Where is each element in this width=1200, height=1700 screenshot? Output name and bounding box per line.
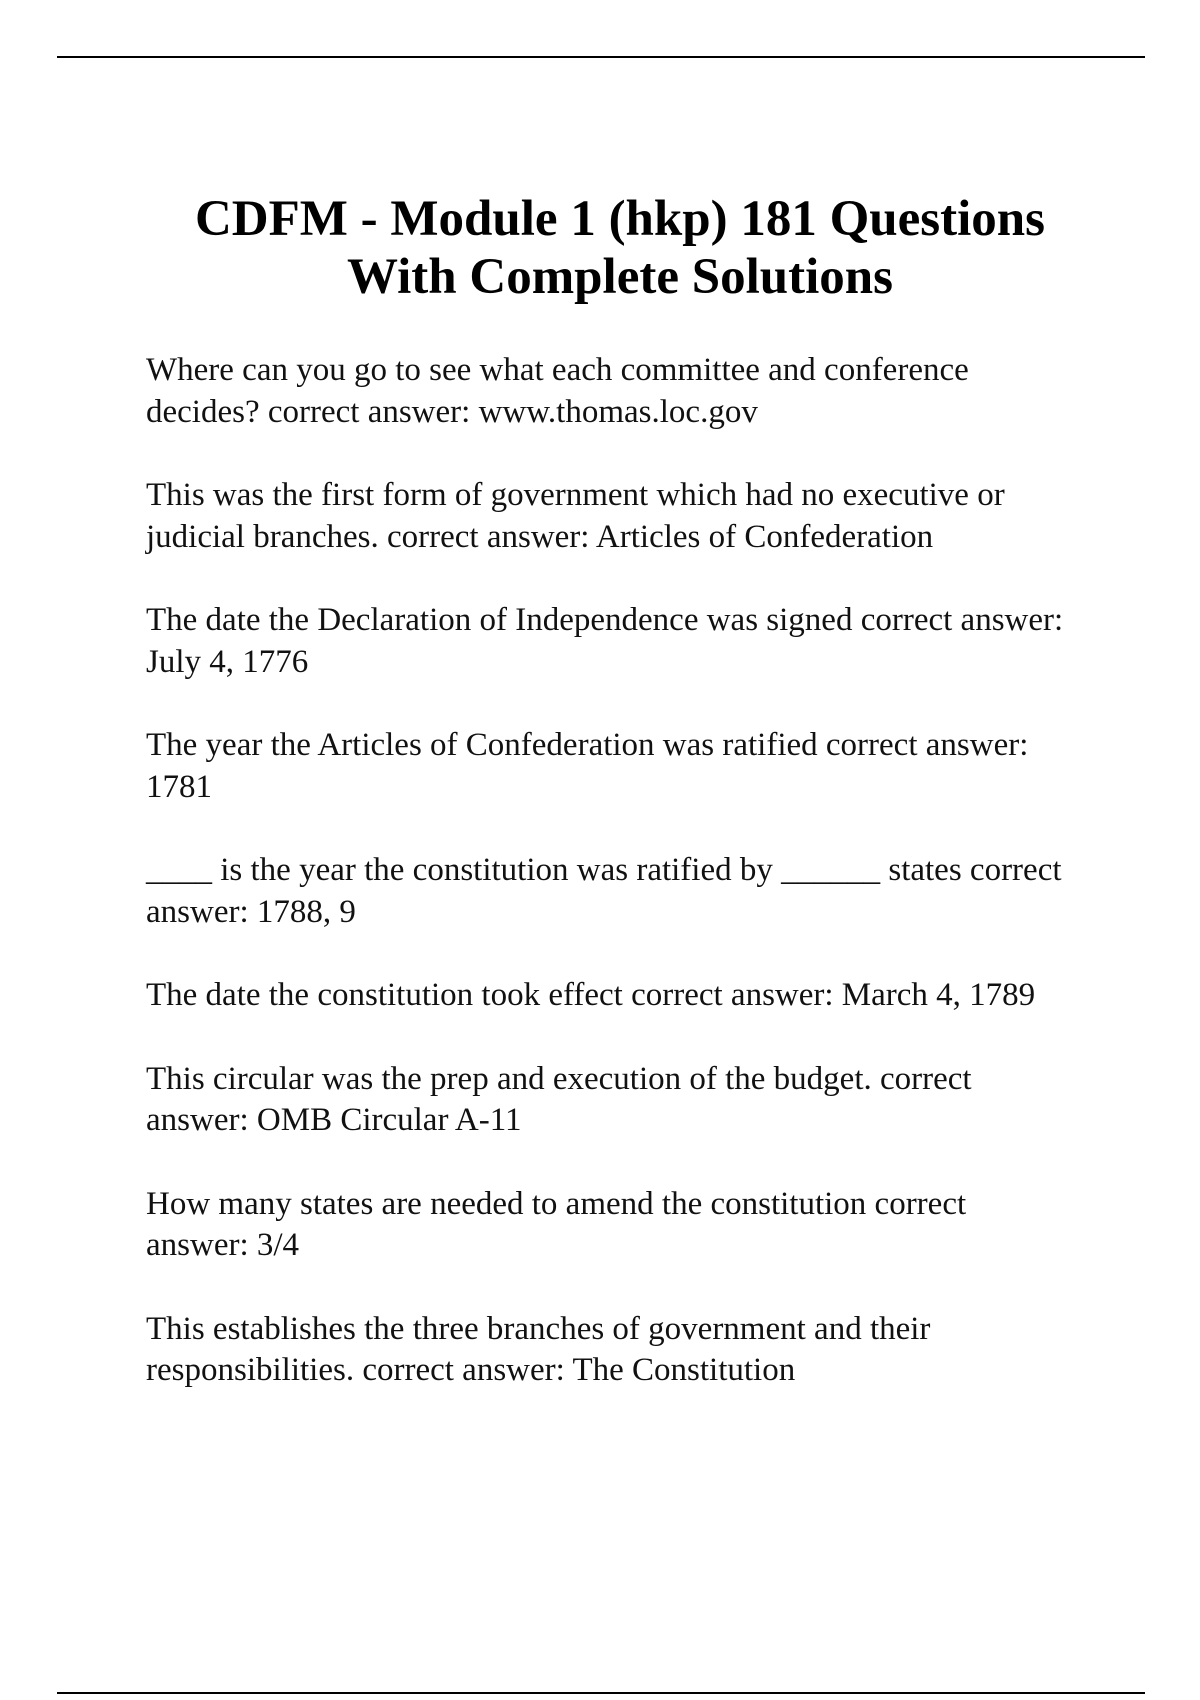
answer-label: correct answer:: [146, 1060, 972, 1138]
answer-text: OMB Circular A-11: [256, 1102, 522, 1138]
answer-label: correct answer:: [622, 977, 842, 1013]
answer-label: correct answer:: [378, 518, 596, 555]
qa-item: [146, 1184, 1066, 1267]
qa-item: [146, 475, 1066, 558]
answer-label: correct answer:: [817, 727, 1029, 763]
answer-label: correct answer:: [354, 1352, 573, 1388]
question-text: The date the constitution took effect: [146, 977, 623, 1013]
answer-text: 3/4: [256, 1227, 300, 1263]
qa-item: [146, 850, 1066, 933]
question-text: The year the Articles of Confederation was ratified: [146, 727, 818, 763]
answer-text: The Constitution: [572, 1352, 796, 1388]
qa-item: [146, 975, 1066, 1017]
question-text: The date the Declaration of Independence was signed: [146, 602, 853, 638]
answer-text: www.thomas.loc.gov: [478, 393, 758, 430]
question-text: This establishes the three branches of government and their responsibilities.: [146, 1310, 939, 1388]
answer-text: March 4, 1789: [841, 977, 1036, 1013]
answer-text: July 4, 1776: [146, 643, 309, 680]
bottom-rule: [57, 1692, 1145, 1694]
qa-item: [146, 350, 1066, 433]
answer-text: Articles of Confederation: [595, 518, 934, 555]
answer-label: correct answer:: [852, 602, 1064, 638]
qa-item: [146, 600, 1066, 683]
question-text: How many states are needed to amend the constitution: [146, 1185, 867, 1222]
document-title: [100, 190, 1140, 306]
question-text: Where can you go to see what each committee and conference decides?: [146, 352, 978, 430]
answer-label: correct answer:: [259, 393, 479, 430]
answer-label: correct answer:: [146, 1185, 967, 1263]
answer-text: 1781: [146, 768, 212, 805]
qa-item: [146, 1059, 1066, 1142]
qa-item: [146, 1309, 1066, 1392]
title-line-1: CDFM - Module 1 (hkp) 181 Questions: [194, 191, 1046, 247]
question-text: ____ is the year the constitution was ratified by ______ states: [146, 852, 962, 888]
question-text: This circular was the prep and execution of the budget.: [146, 1060, 872, 1097]
question-list: [146, 350, 1066, 1434]
title-line-2: With Complete Solutions: [347, 249, 893, 305]
answer-text: 1788, 9: [256, 893, 356, 930]
top-rule: [57, 56, 1145, 58]
question-text: This was the first form of government which had no executive or judicial branches.: [146, 477, 1013, 555]
answer-label: correct answer:: [146, 852, 1062, 930]
qa-item: [146, 725, 1066, 808]
